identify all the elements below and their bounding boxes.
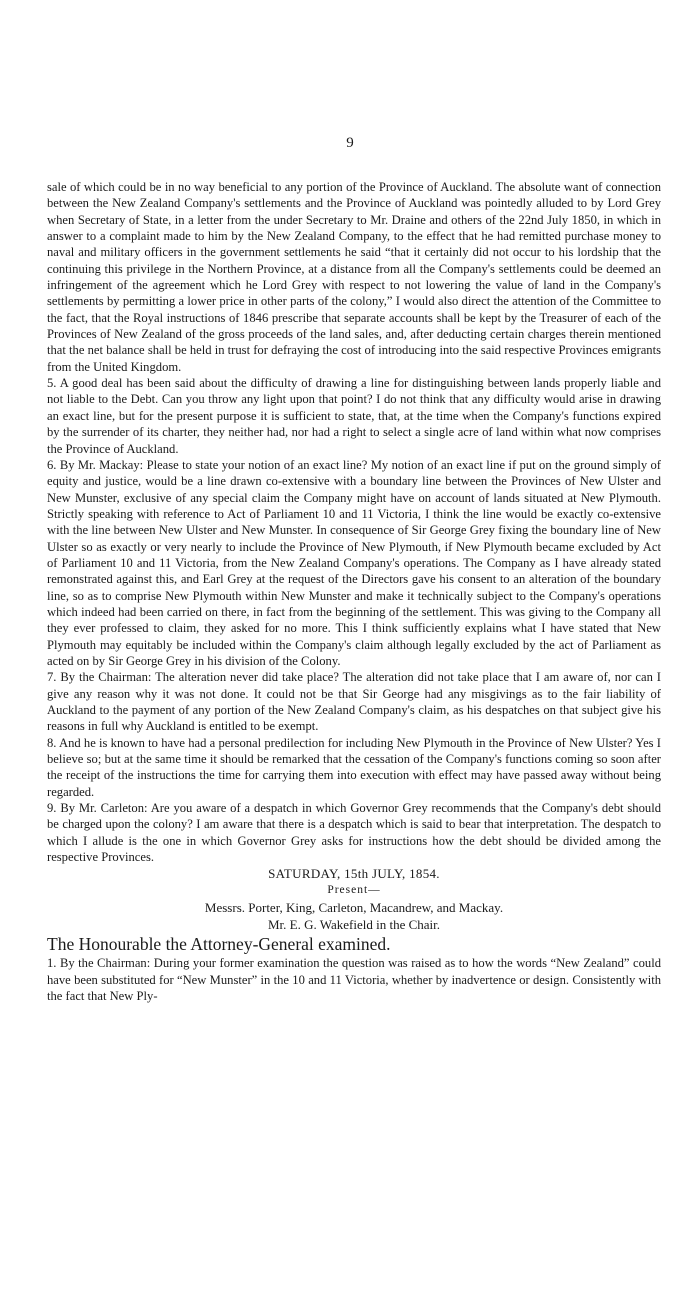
chairman-line: Mr. E. G. Wakefield in the Chair. bbox=[267, 917, 440, 933]
paragraph-q8: 8. And he is known to have had a personal predilection for including New Plymouth in the Province of New Ulster? Yes I believe so; but at the same time it should be remarked that the cessation of the Company's functions coming so soon after the receipt of the instructions the time for carrying them into execution with effect may have passed away without being regarded. bbox=[47, 735, 661, 799]
paragraph-q1: 1. By the Chairman: During your former examination the question was raised as to how the words “New Zealand” could have been substituted for “New Munster” in the 10 and 11 Victoria, whether by inadvertence or design. Consistently with the fact that New Ply- bbox=[47, 956, 661, 1004]
present-label: Present— bbox=[327, 884, 381, 897]
paragraph-continuation: sale of which could be in no way beneficial to any portion of the Province of Auckland. The absolute want of connection between the New Zealand Company's settlements and the Province of Auckland was pointedly alluded to by Lord Grey when Secretary of State, in a letter from the under Secretary to Mr. Draine and others of the 22nd July 1850, in which in answer to a complaint made to him by the New Zealand Company, to the effect that he had remitted purchase money to naval and military officers in the government settlements he said “that it certainly did not occur to his lordship that the continuing this privilege in the Northern Province, at a distance from all the Company's settlements could be deemed an infringement of the agreement which he Lord Grey with respect to not lowering the value of land in the Company's settlements by permitting a lower price in other parts of the colony,” I would also direct the attention of the Committee to the fact, that the Royal instructions of 1846 prescribe that separate accounts shall be kept by the Treasurer of each of the Provinces of New Zealand of the gross proceeds of the land sales, and, after deducting certain charges therein mentioned that the net balance shall be held in trust for defraying the cost of introducing into the said respective Provinces emigrants from the United Kingdom. bbox=[47, 180, 661, 374]
witness-heading: The Honourable the Attorney-General examined. bbox=[47, 934, 391, 955]
page-number: 9 bbox=[346, 135, 354, 151]
paragraph-q9: 9. By Mr. Carleton: Are you aware of a despatch in which Governor Grey recommends that the Company's debt should be charged upon the colony? I am aware that there is a despatch which is said to bear that interpretation. The despatch to which I allude is the one in which Governor Grey asks for instructions how the debt should be divided among the respective Provinces. bbox=[47, 801, 661, 865]
paragraph-q6: 6. By Mr. Mackay: Please to state your notion of an exact line? My notion of an exact line if put on the ground simply of equity and justice, would be a line drawn co-extensive with a boundary line between the Provinces of New Ulster and New Munster, exclusive of any special claim the Company might have on account of lands situated at New Plymouth. Strictly speaking with reference to Act of Parliament 10 and 11 Victoria, I think the line would be exactly co-extensive with the line between New Ulster and New Munster. In consequence of Sir George Grey fixing the boundary line of New Ulster so as exactly or very nearly to include the Province of New Plymouth, if New Plymouth became excluded by Act of Parliament 10 and 11 Victoria, from the New Zealand Company's operations. The Company as I have already stated remonstrated against this, and Earl Grey at the request of the Directors gave his consent to an alteration of the boundary line, so as to comprise New Plymouth within New Munster and make it technically subject to the Company's operations which indeed had been carried on there, in fact from the beginning of the settlement. This was giving to the Company all they ever professed to claim, they asked for no more. This I think sufficiently explains what I have stated that New Plymouth may equitably be included within the Company's claim although legally excluded by the act of Parliament as acted on by Sir George Grey in his division of the Colony. bbox=[47, 457, 661, 668]
paragraph-q7: 7. By the Chairman: The alteration never did take place? The alteration did not take place that I am aware of, nor can I give any reason why it was not done. It could not be that Sir George had any misgivings as to the fair liability of Auckland to the payment of any portion of the New Zealand Company's claim, as his despatches on that subject give his reasons in full why Auckland is entitled to be exempt. bbox=[47, 670, 661, 734]
members-present: Messrs. Porter, King, Carleton, Macandrew, and Mackay. bbox=[204, 900, 504, 916]
body-text bbox=[47, 179, 661, 1004]
session-date: SATURDAY, 15th JULY, 1854. bbox=[268, 866, 440, 882]
paragraph-q5: 5. A good deal has been said about the difficulty of drawing a line for distinguishing between lands properly liable and not liable to the Debt. Can you throw any light upon that point? I do not think that any difficulty would arise in drawing an exact line, but for the present purpose it is sufficient to state, that, at the time when the Company's functions expired by the surrender of its charter, they neither had, nor had a right to select a single acre of land within what now comprises the Province of Auckland. bbox=[47, 376, 661, 456]
